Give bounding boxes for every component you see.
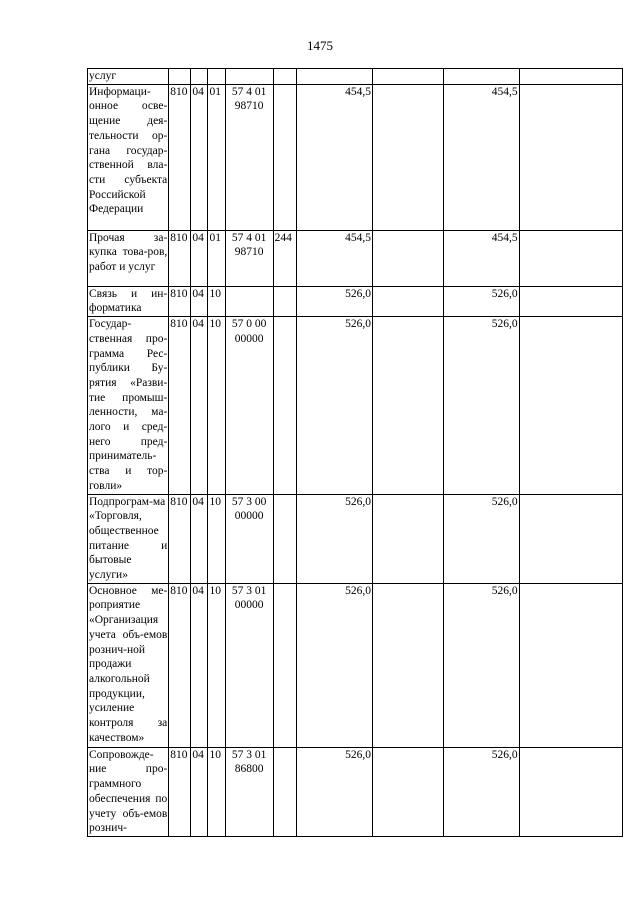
section-code: 04 xyxy=(191,494,208,583)
amount-year-1 xyxy=(296,69,372,85)
empty-cell xyxy=(519,286,622,316)
expense-type-code xyxy=(273,494,296,583)
empty-cell xyxy=(373,84,444,230)
empty-cell xyxy=(373,583,444,747)
amount-year-2: 526,0 xyxy=(444,286,519,316)
subsection-code: 01 xyxy=(208,230,225,286)
target-article-code xyxy=(225,69,273,85)
row-name: Сопровожде-ние про-граммного обеспечения по учету объ-емов рознич- xyxy=(88,747,169,836)
amount-year-2: 526,0 xyxy=(444,747,519,836)
target-article-code: 57 3 00 00000 xyxy=(225,494,273,583)
amount-year-1: 526,0 xyxy=(296,317,372,494)
ministry-code: 810 xyxy=(169,286,191,316)
empty-cell xyxy=(373,747,444,836)
expense-type-code xyxy=(273,286,296,316)
subsection-code: 10 xyxy=(208,494,225,583)
expense-type-code: 244 xyxy=(273,230,296,286)
empty-cell xyxy=(519,69,622,85)
amount-year-1: 526,0 xyxy=(296,286,372,316)
table-row xyxy=(88,286,623,316)
table-row xyxy=(88,317,623,494)
ministry-code: 810 xyxy=(169,317,191,494)
empty-cell xyxy=(373,494,444,583)
row-name: Основное ме-роприятие «Организация учета объ-емов рознич-ной продажи алкогольной продукции, усиление контроля за качеством» xyxy=(88,583,169,747)
section-code xyxy=(191,69,208,85)
section-code: 04 xyxy=(191,317,208,494)
expense-type-code xyxy=(273,84,296,230)
amount-year-1: 454,5 xyxy=(296,230,372,286)
subsection-code: 10 xyxy=(208,286,225,316)
empty-cell xyxy=(519,583,622,747)
budget-table xyxy=(87,68,623,837)
section-code: 04 xyxy=(191,84,208,230)
table-row xyxy=(88,494,623,583)
ministry-code xyxy=(169,69,191,85)
table-row xyxy=(88,747,623,836)
amount-year-1: 526,0 xyxy=(296,494,372,583)
expense-type-code xyxy=(273,69,296,85)
section-code: 04 xyxy=(191,583,208,747)
expense-type-code xyxy=(273,583,296,747)
target-article-code xyxy=(225,286,273,316)
target-article-code: 57 3 01 00000 xyxy=(225,583,273,747)
target-article-code: 57 0 00 00000 xyxy=(225,317,273,494)
table-row xyxy=(88,230,623,286)
expense-type-code xyxy=(273,747,296,836)
target-article-code: 57 4 01 98710 xyxy=(225,84,273,230)
ministry-code: 810 xyxy=(169,747,191,836)
amount-year-1: 526,0 xyxy=(296,747,372,836)
amount-year-1: 454,5 xyxy=(296,84,372,230)
amount-year-2: 526,0 xyxy=(444,317,519,494)
empty-cell xyxy=(373,286,444,316)
table-row xyxy=(88,69,623,85)
section-code: 04 xyxy=(191,747,208,836)
empty-cell xyxy=(519,317,622,494)
empty-cell xyxy=(373,230,444,286)
section-code: 04 xyxy=(191,230,208,286)
row-name: Подпрограм-ма «Торговля, общественное питание и бытовые услуги» xyxy=(88,494,169,583)
subsection-code: 01 xyxy=(208,84,225,230)
subsection-code: 10 xyxy=(208,747,225,836)
empty-cell xyxy=(373,317,444,494)
amount-year-2: 454,5 xyxy=(444,84,519,230)
subsection-code xyxy=(208,69,225,85)
target-article-code: 57 3 01 86800 xyxy=(225,747,273,836)
empty-cell xyxy=(373,69,444,85)
section-code: 04 xyxy=(191,286,208,316)
page-number: 1475 xyxy=(307,38,333,53)
row-name: услуг xyxy=(88,69,169,85)
target-article-code: 57 4 01 98710 xyxy=(225,230,273,286)
amount-year-1: 526,0 xyxy=(296,583,372,747)
ministry-code: 810 xyxy=(169,494,191,583)
row-name: Связь и ин-форматика xyxy=(88,286,169,316)
expense-type-code xyxy=(273,317,296,494)
empty-cell xyxy=(519,230,622,286)
ministry-code: 810 xyxy=(169,84,191,230)
amount-year-2: 526,0 xyxy=(444,494,519,583)
table-row xyxy=(88,583,623,747)
ministry-code: 810 xyxy=(169,230,191,286)
empty-cell xyxy=(519,494,622,583)
amount-year-2: 454,5 xyxy=(444,230,519,286)
subsection-code: 10 xyxy=(208,317,225,494)
empty-cell xyxy=(519,84,622,230)
row-name: Информаци-онное осве-щение дея-тельности ор-гана государ-ственной вла-сти субъекта Российской Федерации xyxy=(88,84,169,230)
table-row xyxy=(88,84,623,230)
row-name: Государ-ственная про-грамма Рес-публики Бу-рятия «Разви-тие промыш-ленности, ма-лого и сред-него пред-приниматель-ства и тор-говли» xyxy=(88,317,169,494)
empty-cell xyxy=(519,747,622,836)
amount-year-2: 526,0 xyxy=(444,583,519,747)
subsection-code: 10 xyxy=(208,583,225,747)
row-name: Прочая за-купка това-ров, работ и услуг xyxy=(88,230,169,286)
ministry-code: 810 xyxy=(169,583,191,747)
amount-year-2 xyxy=(444,69,519,85)
